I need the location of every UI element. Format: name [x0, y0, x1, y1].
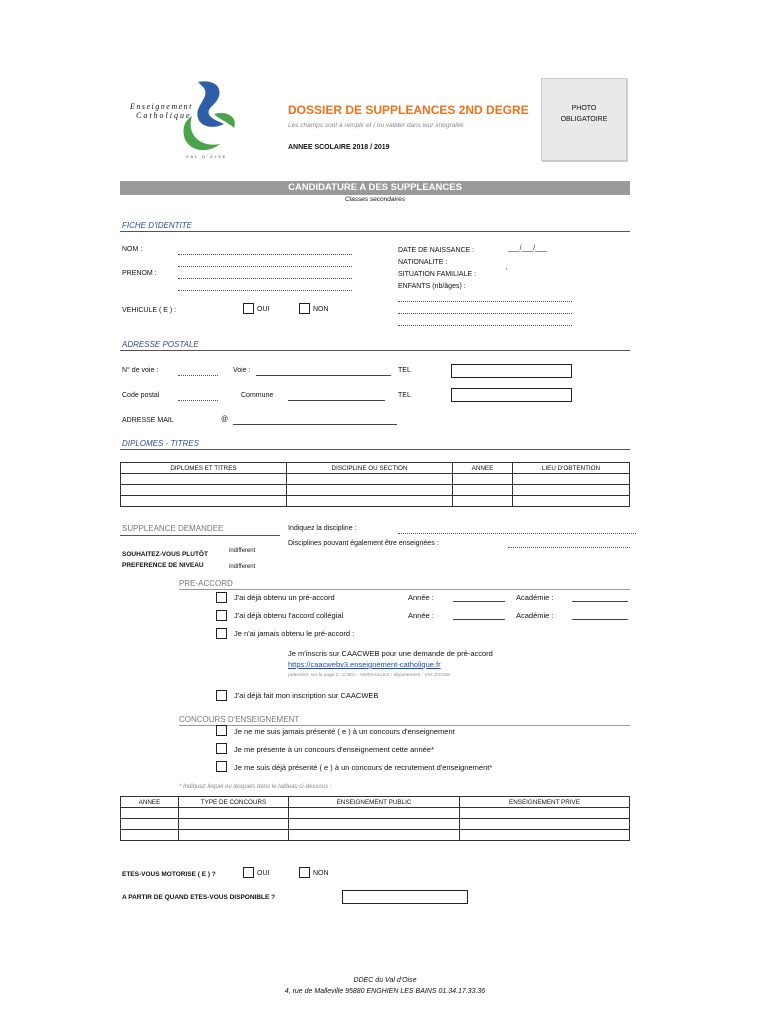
nationalite-label: NATIONALITE : [398, 259, 448, 266]
motorise-oui-label: OUI [257, 870, 270, 877]
table-header: ENSEIGNEMENT PUBLIC [289, 797, 460, 808]
section-identite: FICHE D'IDENTITE [122, 221, 192, 230]
section-adresse-rule [120, 350, 630, 351]
concours-jamais-label: Je ne me suis jamais présenté ( e ) à un concours d'enseignement [234, 727, 455, 736]
suppleance-title: SUPPLEANCE DEMANDEE [122, 524, 224, 533]
commune-field[interactable] [288, 400, 385, 401]
logo-text-line1: Enseignement [130, 102, 193, 111]
enfants-label: ENFANTS (nb/âges) : [398, 283, 466, 290]
preaccord-jamais-label: Je n'ai jamais obtenu le pré-accord : [234, 629, 355, 638]
table-header: ENSEIGNEMENT PRIVE [460, 797, 630, 808]
enfants-field-1[interactable] [398, 301, 572, 302]
table-cell[interactable] [460, 830, 630, 841]
mail-field[interactable] [233, 424, 397, 425]
souhait-label-line1: SOUHAITEZ-VOUS PLUTÔT [122, 551, 208, 558]
concours-cette-annee-checkbox[interactable] [216, 743, 227, 754]
photo-label-line1: PHOTO [571, 105, 597, 112]
table-cell[interactable] [179, 830, 289, 841]
table-row [121, 485, 630, 496]
photo-label-line2: OBLIGATOIRE [560, 116, 608, 123]
table-cell[interactable] [453, 485, 513, 496]
logo [128, 76, 243, 166]
table-row [121, 474, 630, 485]
autres-disciplines-label: Disciplines pouvant également être enseignées : [288, 540, 439, 547]
caacweb-fait-label: J'ai déjà fait mon inscription sur CAACWEB [234, 691, 379, 700]
souhait-label-line2: PREFERENCE DE NIVEAU [122, 562, 204, 569]
table-header: DISCIPLINE OU SECTION [287, 463, 453, 474]
enfants-field-3[interactable] [398, 325, 572, 326]
preaccord-rule [179, 589, 630, 590]
table-header: DIPLOMES ET TITRES [121, 463, 287, 474]
section-adresse: ADRESSE POSTALE [122, 340, 199, 349]
diplomes-table [120, 462, 630, 507]
discipline-label: Indiquez la discipline : [288, 525, 357, 532]
table-cell[interactable] [121, 808, 179, 819]
concours-note: * Indiquez lequel ou lesquels dans le tableau ci-dessous : [179, 784, 332, 790]
table-cell[interactable] [289, 819, 460, 830]
logo-emblem [128, 76, 243, 166]
table-cell[interactable] [287, 496, 453, 507]
voie-label: Voie : [233, 367, 251, 374]
table-cell[interactable] [513, 474, 630, 485]
table-header-row [121, 797, 630, 808]
table-cell[interactable] [121, 474, 287, 485]
tel2-label: TEL [398, 392, 411, 399]
section-diplomes: DIPLOMES - TITRES [122, 439, 199, 448]
table-cell[interactable] [513, 485, 630, 496]
caacweb-inscription-text: Je m'inscris sur CAACWEB pour une demande de pré-accord [288, 649, 493, 658]
nom-label: NOM : [122, 246, 143, 253]
prenom-field-1[interactable] [178, 278, 352, 279]
table-cell[interactable] [513, 496, 630, 507]
table-cell[interactable] [121, 485, 287, 496]
disponible-label: A PARTIR DE QUAND ETES-VOUS DISPONIBLE ? [122, 894, 276, 901]
motorise-non-label: NON [313, 870, 329, 877]
table-cell[interactable] [179, 808, 289, 819]
table-cell[interactable] [179, 819, 289, 830]
document-subtitle: Les champs sont à remplir et / ou valider dans leur intégralité [288, 122, 464, 129]
suppleance-rule [120, 535, 280, 536]
situation-mark: ' [506, 268, 508, 275]
vehicule-non-label: NON [313, 306, 329, 313]
niveau-select-2[interactable]: indifferent [229, 564, 256, 570]
prenom-field-2[interactable] [178, 290, 352, 291]
niveau-select-1[interactable]: indifferent [229, 548, 256, 554]
commune-label: Commune [241, 392, 274, 399]
table-header: LIEU D'OBTENTION [513, 463, 630, 474]
annee-label-2: Année : [408, 611, 434, 620]
table-cell[interactable] [460, 808, 630, 819]
table-cell[interactable] [289, 830, 460, 841]
academie-field-2[interactable] [572, 619, 628, 620]
motorise-non-checkbox[interactable] [299, 867, 310, 878]
prenom-label: PRENOM : [122, 270, 157, 277]
candidature-banner [120, 181, 630, 195]
concours-cette-annee-label: Je me présente à un concours d'enseignement cette année* [234, 745, 434, 754]
table-row [121, 819, 630, 830]
concours-rule [179, 725, 630, 726]
vehicule-oui-label: OUI [257, 306, 270, 313]
footer-line1: DDEC du Val d'Oise [353, 977, 417, 984]
table-row [121, 808, 630, 819]
table-row [121, 830, 630, 841]
table-cell[interactable] [121, 819, 179, 830]
nom-field-1[interactable] [178, 254, 352, 255]
table-header: TYPE DE CONCOURS [179, 797, 289, 808]
preaccord-collegial-label: J'ai déjà obtenu l'accord collégial [234, 611, 344, 620]
table-header: ANNEE [453, 463, 513, 474]
voie-num-label: N° de voie : [122, 367, 159, 374]
academie-field-1[interactable] [572, 601, 628, 602]
table-cell[interactable] [287, 485, 453, 496]
table-row [121, 496, 630, 507]
caacweb-note: (attention: sur la page 2 : CAEC - VERSAILLES / département : VAL D'OISE [288, 673, 451, 678]
preaccord-obtenu-checkbox[interactable] [216, 592, 227, 603]
preaccord-obtenu-label: J'ai déjà obtenu un pré-accord [234, 593, 335, 602]
naissance-label: DATE DE NAISSANCE : [398, 247, 475, 254]
table-cell[interactable] [287, 474, 453, 485]
vehicule-oui-checkbox[interactable] [243, 303, 254, 314]
concours-jamais-checkbox[interactable] [216, 725, 227, 736]
disponible-field[interactable] [342, 890, 468, 904]
section-diplomes-rule [120, 449, 630, 450]
table-header: ANNEE [121, 797, 179, 808]
tel2-field[interactable] [451, 388, 572, 402]
nom-field-2[interactable] [178, 266, 352, 267]
concours-table [120, 796, 630, 841]
caacweb-link[interactable]: https://caacwebv3.enseignement-catholique.fr [288, 660, 441, 669]
enfants-field-2[interactable] [398, 313, 572, 314]
concours-title: CONCOURS D'ENSEIGNEMENT [179, 715, 300, 724]
table-cell[interactable] [121, 496, 287, 507]
logo-text-bottom: VAL D'OISE [186, 154, 228, 159]
annee-field-1[interactable] [453, 601, 505, 602]
banner-subtitle: Classes secondaires [345, 196, 405, 203]
voie-num-field[interactable] [178, 375, 218, 376]
section-identite-rule [120, 231, 630, 232]
academie-label-1: Académie : [516, 593, 554, 602]
discipline-field[interactable] [398, 533, 636, 534]
annee-label-1: Année : [408, 593, 434, 602]
code-postal-label: Code postal [122, 392, 160, 399]
table-cell[interactable] [121, 830, 179, 841]
caacweb-fait-checkbox[interactable] [216, 690, 227, 701]
concours-deja-label: Je me suis déjà présenté ( e ) à un concours de recrutement d'enseignement* [234, 763, 493, 772]
academie-label-2: Académie : [516, 611, 554, 620]
voie-field[interactable] [256, 375, 391, 376]
annee-field-2[interactable] [453, 619, 505, 620]
logo-text-line2: Catholique [136, 111, 192, 120]
motorise-label: ETES-VOUS MOTORISE ( E ) ? [122, 871, 216, 878]
photo-box[interactable] [541, 78, 627, 161]
motorise-oui-checkbox[interactable] [243, 867, 254, 878]
mail-label: ADRESSE MAIL [122, 417, 174, 424]
preaccord-title: PRE-ACCORD [179, 579, 233, 588]
vehicule-label: VEHICULE ( E ) : [122, 307, 177, 314]
mail-at: @ [221, 416, 229, 423]
autres-disciplines-field[interactable] [508, 547, 630, 548]
table-cell[interactable] [453, 496, 513, 507]
vehicule-non-checkbox[interactable] [299, 303, 310, 314]
tel1-label: TEL [398, 367, 411, 374]
table-header-row [121, 463, 630, 474]
concours-deja-checkbox[interactable] [216, 761, 227, 772]
situation-label: SITUATION FAMILIALE : [398, 271, 477, 278]
tel1-field[interactable] [451, 364, 572, 378]
footer-line2: 4, rue de Malleville 95880 ENGHIEN LES BAINS 01.34.17.33.36 [284, 988, 486, 995]
code-postal-field[interactable] [178, 400, 218, 401]
banner-title: CANDIDATURE A DES SUPPLEANCES [288, 182, 462, 193]
preaccord-collegial-checkbox[interactable] [216, 610, 227, 621]
naissance-field[interactable]: ___/___/___ [508, 245, 547, 252]
preaccord-jamais-checkbox[interactable] [216, 628, 227, 639]
document-title: DOSSIER DE SUPPLEANCES 2ND DEGRE [288, 103, 529, 117]
school-year: ANNEE SCOLAIRE 2018 / 2019 [288, 144, 390, 151]
table-cell[interactable] [289, 808, 460, 819]
table-cell[interactable] [453, 474, 513, 485]
table-cell[interactable] [460, 819, 630, 830]
